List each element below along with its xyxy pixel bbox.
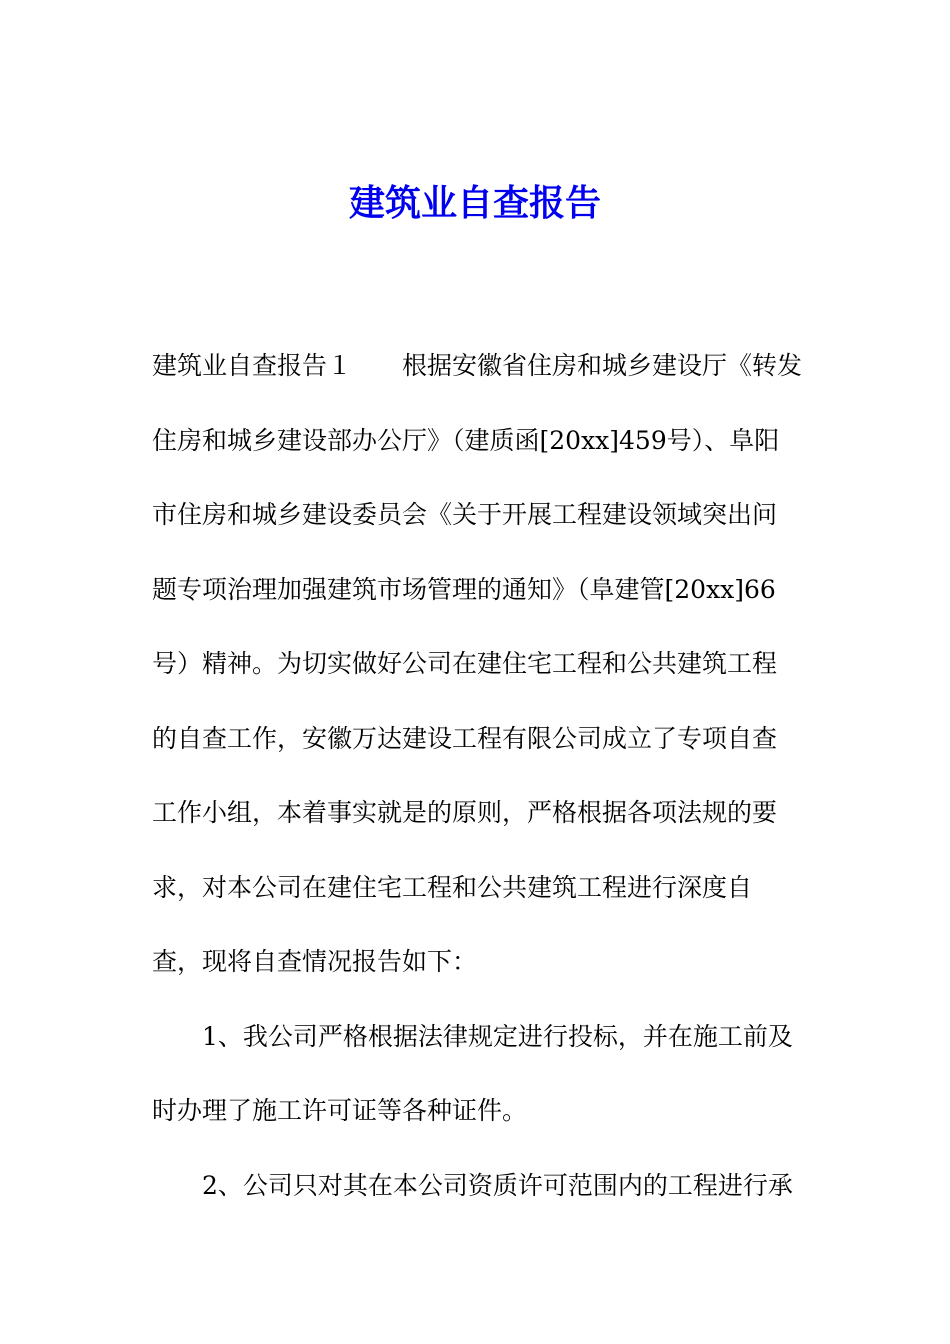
paragraph-line: 查，现将自查情况报告如下： <box>152 947 478 976</box>
paragraph-line: 市住房和城乡建设委员会《关于开展工程建设领域突出问 <box>152 500 778 529</box>
paragraph-line: 工作小组，本着事实就是的原则，严格根据各项法规的要 <box>152 798 778 827</box>
paragraph-line: 号）精神。为切实做好公司在建住宅工程和公共建筑工程 <box>152 649 778 678</box>
paragraph-line: 的自查工作，安徽万达建设工程有限公司成立了专项自查 <box>152 723 778 753</box>
paragraph-line: 2、公司只对其在本公司资质许可范围内的工程进行承 <box>202 1170 793 1200</box>
paragraph-line: 求，对本公司在建住宅工程和公共建筑工程进行深度自 <box>152 872 753 902</box>
paragraph-line: 题专项治理加强建筑市场管理的通知》（阜建管[20xx]66 <box>152 574 776 604</box>
paragraph-line: 时办理了施工许可证等各种证件。 <box>152 1096 528 1125</box>
document-body <box>152 329 812 1223</box>
paragraph-line: 住房和城乡建设部办公厅》（建质函[20xx]459号）、阜阳 <box>152 425 780 455</box>
document-title: 建筑业自查报告 <box>348 182 601 224</box>
paragraph-line: 建筑业自查报告１ 根据安徽省住房和城乡建设厅《转发 <box>152 351 803 380</box>
paragraph-line: 1、我公司严格根据法律规定进行投标，并在施工前及 <box>202 1021 793 1051</box>
